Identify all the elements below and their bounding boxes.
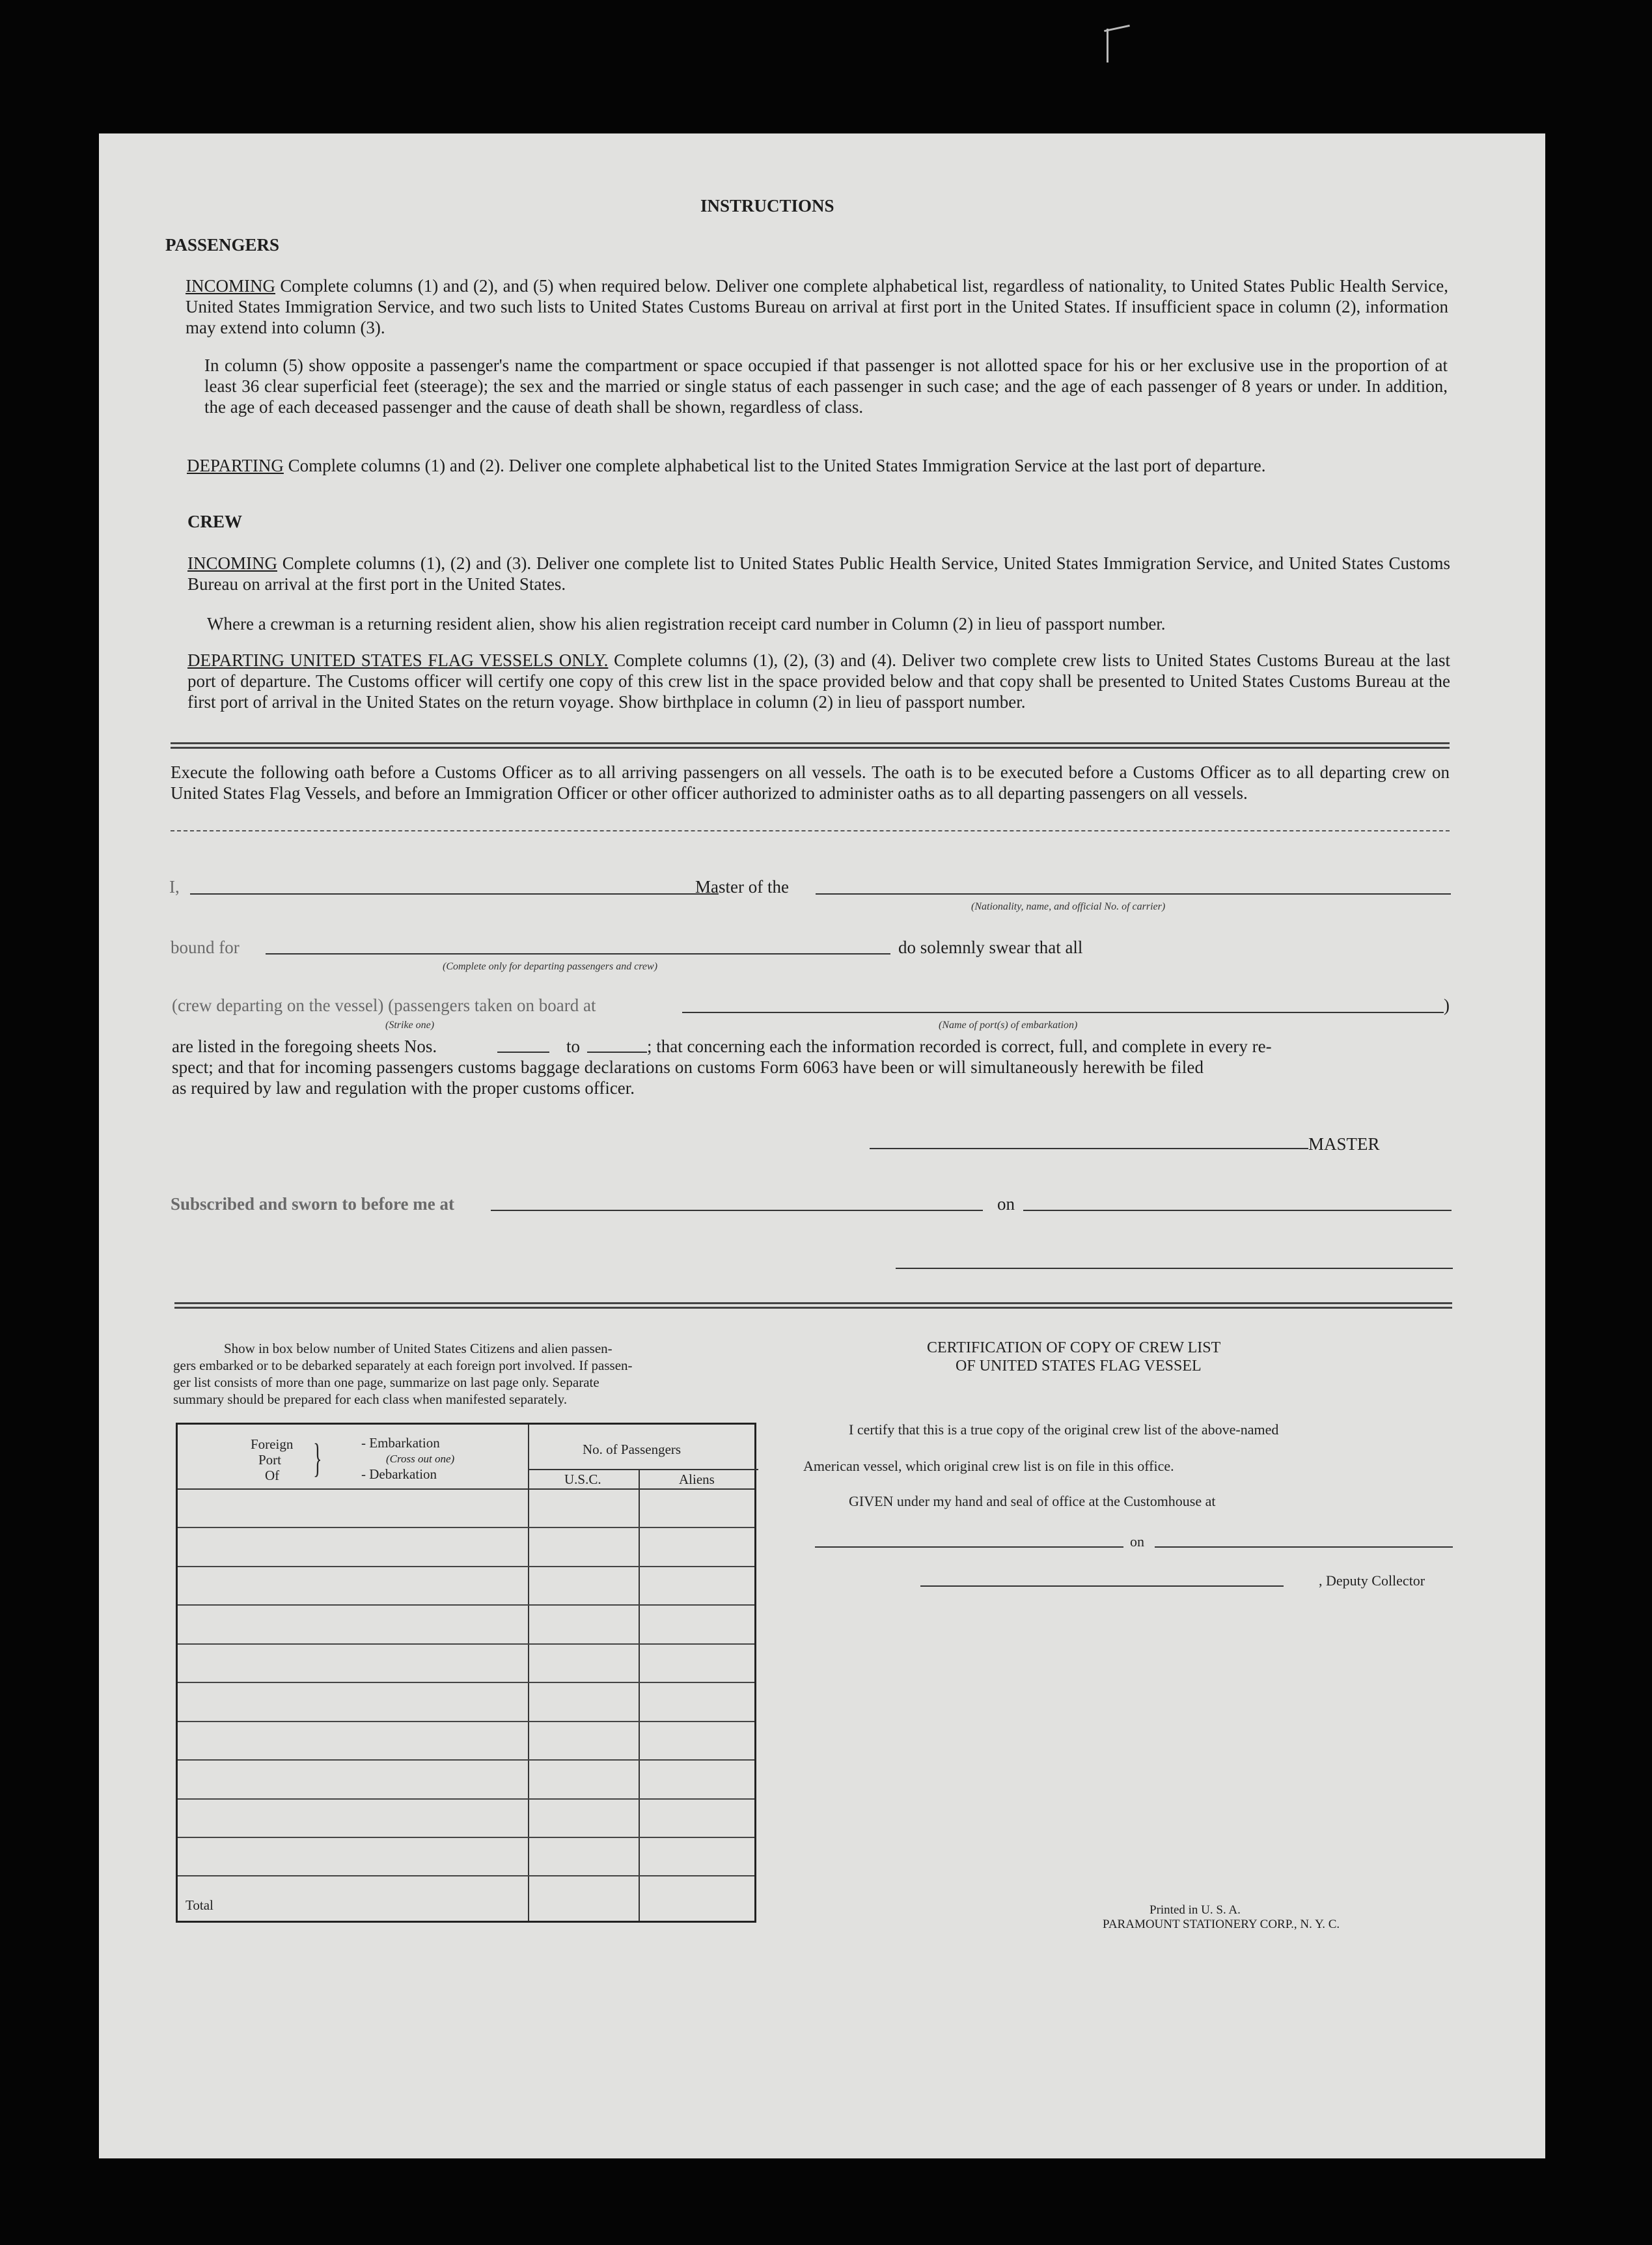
passengers-departing-text: Complete columns (1) and (2). Deliver one complete alphabetical list to the United States Immigration Service at the last port of departure. [288,456,1266,475]
subscribed-date-line [1023,1210,1452,1211]
ports-line [682,1012,1444,1013]
subscribed-label: Subscribed and sworn to before me at [171,1194,455,1214]
subscribed-on-label: on [997,1194,1015,1214]
crew-incoming-paragraph [187,553,1450,594]
oath-intro: Execute the following oath before a Customs Officer as to all arriving passengers on all vessels. The oath is to be executed before a Customs Officer as to all departing crew on United States Flag Vessels, and before an Immigration Officer or other officer authorized to administer oaths as to all departing passengers on all vessels. [171,762,1450,803]
port-label: Port [258,1452,282,1468]
sheets-to-label: to [566,1037,581,1056]
sheets-from-line [497,1052,549,1053]
of-label: Of [265,1468,280,1483]
crew-incoming-text: Complete columns (1), (2) and (3). Deliver one complete list to United States Public Health Service, United States Immigration Service, and United States Customs Bureau on arrival at the first port in the United States. [187,553,1451,594]
crew-departing-text: Complete columns (1), (2), (3) and (4). Deliver two complete crew lists to United States Customs Bureau at the last port of departure. The Customs officer will certify one copy of this crew list in the space provided below and that copy shall be presented to United States Customs Bureau at the first port of arrival in the United States on the return voyage. Show birthplace in column (2) in lieu of passport number. [187,650,1450,712]
crew-departing-label: DEPARTING UNITED STATES FLAG VESSELS ONLY. [187,650,609,670]
solemnly-swear-label: do solemnly swear that all [898,938,1083,957]
sheets-suffix: ; that concerning each the information recorded is correct, full, and complete in every re- [647,1037,1272,1056]
master-of-the-label: Master of the [695,877,789,897]
passengers-heading: PASSENGERS [165,235,280,255]
passengers-incoming-paragraph [186,275,1448,338]
passengers-departing-paragraph [187,455,1450,476]
customhouse-place-line [815,1546,1123,1548]
carrier-hint: (Nationality, name, and official No. of carrier) [971,901,1166,912]
oath-name-line [190,893,719,895]
form-page [99,133,1545,2158]
embarkation-label: - Embarkation [361,1435,440,1451]
bound-for-label: bound for [171,938,240,957]
brace-icon: } [313,1436,322,1481]
certification-date-line [1155,1546,1453,1548]
scan-mark-2 [1107,29,1108,63]
oath-line-3: as required by law and regulation with the proper customs officer. [172,1078,635,1098]
crew-resident-paragraph: Where a crewman is a returning resident alien, show his alien registration receipt card number in Column (2) in lieu of passport number. [207,614,1166,634]
crew-heading: CREW [187,512,243,531]
passenger-summary-box [176,1423,756,1923]
column5-paragraph: In column (5) show opposite a passenger's name the compartment or space occupied if that passenger is not allotted space for his or her exclusive use in the proportion of at least 36 clear superficial feet (steerage); the sex and the married or single status of each passenger in such case; and the age of each passenger of 8 years or under. In addition, the age of each deceased passenger and the cause of death shall be shown, regardless of class. [204,356,1448,417]
certification-title-2: OF UNITED STATES FLAG VESSEL [956,1358,1202,1374]
sheets-to-line [587,1052,647,1053]
strike-one-hint: (Strike one) [385,1020,435,1031]
ports-close-paren: ) [1444,996,1450,1015]
master-signature-label: MASTER [1308,1134,1380,1154]
subscribed-place-line [491,1210,983,1211]
ports-hint: (Name of port(s) of embarkation) [939,1020,1078,1031]
crew-incoming-label: INCOMING [187,553,277,573]
deputy-collector-label: , Deputy Collector [1319,1572,1425,1589]
printer-line-1: Printed in U. S. A. [1150,1903,1241,1917]
passengers-incoming-text: Complete columns (1) and (2), and (5) when required below. Deliver one complete alphabetical list, regardless of nationality, to United States Public Health Service, United States Immigration Service, and two such lists to United States Customs Bureau on arrival at first port in the United States. If insufficient space in column (2), information may extend into column (3). [186,276,1449,337]
passengers-departing-label: DEPARTING [187,456,284,475]
bound-for-line [266,953,890,955]
instructions-title: INSTRUCTIONS [700,196,834,216]
summary-instructions-4: summary should be prepared for each class when manifested separately. [173,1391,568,1407]
usc-column-header: U.S.C. [564,1471,601,1487]
certification-title-1: CERTIFICATION OF COPY OF CREW LIST [927,1339,1221,1356]
section-divider-1 [171,742,1450,749]
crew-departing-paragraph [187,650,1450,712]
carrier-line [816,893,1451,895]
oath-divider [171,830,1450,831]
debarkation-label: - Debarkation [361,1466,437,1482]
cross-out-hint: (Cross out one) [386,1453,455,1465]
bound-for-hint: (Complete only for departing passengers and crew) [443,961,658,972]
summary-instructions-1: Show in box below number of United States Citizens and alien passen- [224,1341,613,1356]
deputy-signature-line [920,1585,1284,1587]
crew-departing-strike: (crew departing on the vessel) (passengers taken on board at [172,996,596,1015]
officer-signature-line [896,1268,1453,1269]
printer-line-2: PARAMOUNT STATIONERY CORP., N. Y. C. [1103,1917,1340,1931]
passengers-incoming-label: INCOMING [186,276,275,296]
aliens-column-header: Aliens [679,1471,715,1487]
certification-on-label: on [1130,1533,1144,1550]
master-signature-line [870,1148,1308,1149]
foreign-port-label: Foreign [251,1436,294,1452]
certification-line-1: I certify that this is a true copy of the original crew list of the above-named [849,1421,1279,1438]
total-row-label: Total [186,1897,213,1913]
section-divider-2 [174,1302,1452,1309]
certification-line-3: GIVEN under my hand and seal of office at the Customhouse at [849,1493,1216,1509]
summary-instructions-3: ger list consists of more than one page, summarize on last page only. Separate [173,1374,599,1390]
no-of-passengers-label: No. of Passengers [583,1442,681,1457]
summary-instructions-2: gers embarked or to be debarked separately at each foreign port involved. If passen- [173,1358,633,1373]
certification-line-2: American vessel, which original crew list is on file in this office. [803,1458,1174,1474]
oath-i-label: I, [169,877,180,897]
sheets-prefix: are listed in the foregoing sheets Nos. [172,1037,437,1056]
oath-line-2: spect; and that for incoming passengers customs baggage declarations on customs Form 6063 have been or will simultaneously herewith be filed [172,1057,1204,1077]
